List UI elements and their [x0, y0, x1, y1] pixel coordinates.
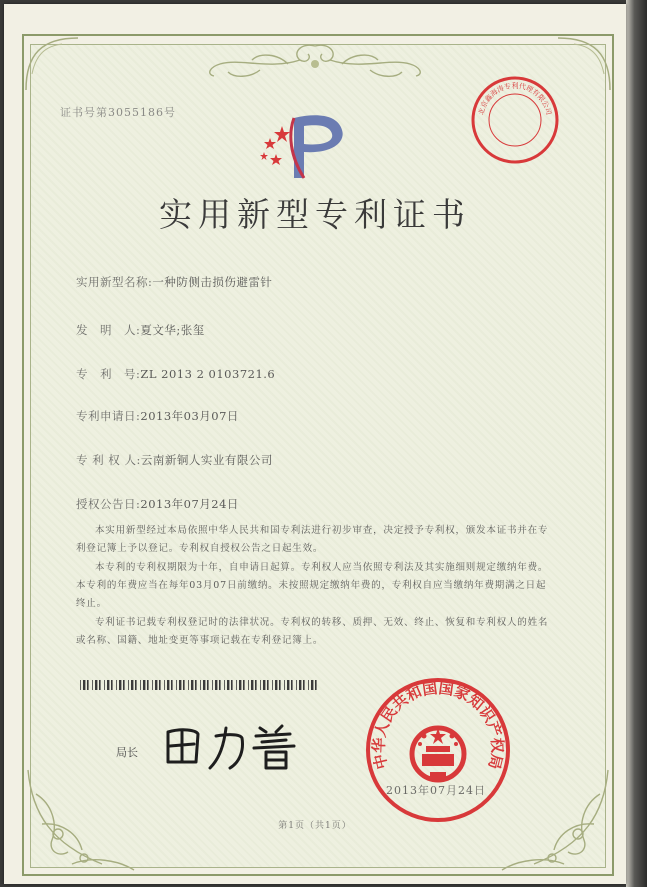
- certificate-title: 实用新型专利证书: [159, 195, 471, 234]
- agency-seal-text: 北京鑫海涛专利代理有限公司: [477, 82, 553, 116]
- barcode-bar: [143, 680, 145, 690]
- field-label: 实用新型名称:: [76, 275, 153, 289]
- national-emblem-icon: [412, 728, 464, 780]
- field-value: 2013年03月07日: [140, 409, 239, 423]
- barcode-bar: [284, 680, 285, 690]
- barcode-bar: [296, 680, 297, 690]
- barcode-bar: [260, 680, 261, 690]
- field-value: ZL 2013 2 0103721.6: [140, 367, 276, 381]
- barcode-bar: [272, 680, 273, 690]
- barcode-bar: [152, 680, 153, 690]
- paragraph-term: 本专利的专利权期限为十年，自申请日起算。专利权人应当依照专利法及其实施细则规定缴纳年费。本专利的年费应当在每年03月07日前缴纳。未按照规定缴纳年费的，专利权自应当缴纳年费期满之日起终止。: [76, 562, 549, 609]
- barcode-bar: [303, 680, 305, 690]
- barcode-bar: [200, 680, 201, 690]
- corner-ornament-top-left: [22, 34, 82, 94]
- barcode-bar: [315, 680, 317, 690]
- page-edge: [626, 0, 647, 887]
- barcode-bar: [179, 680, 181, 690]
- barcode-bar: [95, 680, 97, 690]
- barcode-bar: [111, 680, 113, 690]
- top-ornament: [200, 40, 430, 82]
- barcode: [80, 680, 320, 690]
- paragraph-register: 专利证书记载专利权登记时的法律状况。专利权的转移、质押、无效、终止、恢复和专利权人的姓名或名称、国籍、地址变更等事项记载在专利登记簿上。: [76, 617, 549, 646]
- barcode-bar: [116, 680, 117, 690]
- barcode-bar: [119, 680, 121, 690]
- field-patentee: [76, 452, 273, 468]
- barcode-bar: [99, 680, 101, 690]
- certificate-number: 证书号第3055186号: [60, 106, 176, 119]
- page-number: 第1页（共1页）: [278, 821, 352, 831]
- field-label: 专利申请日:: [76, 409, 141, 423]
- barcode-bar: [87, 680, 89, 690]
- barcode-bar: [299, 680, 301, 690]
- barcode-bar: [275, 680, 277, 690]
- corner-ornament-top-right: [554, 34, 614, 94]
- barcode-bar: [219, 680, 221, 690]
- chief-label: 局长: [116, 746, 138, 759]
- field-label: 专 利 权 人:: [76, 453, 141, 467]
- barcode-bar: [287, 680, 289, 690]
- barcode-bar: [176, 680, 177, 690]
- barcode-bar: [140, 680, 141, 690]
- barcode-bar: [243, 680, 245, 690]
- barcode-bar: [212, 680, 213, 690]
- barcode-bar: [203, 680, 205, 690]
- field-grant-date: [76, 496, 239, 512]
- barcode-bar: [104, 680, 105, 690]
- barcode-bar: [80, 680, 81, 690]
- official-seal: [364, 676, 512, 824]
- field-label: 授权公告日:: [76, 497, 141, 511]
- barcode-bar: [128, 680, 129, 690]
- barcode-bar: [311, 680, 313, 690]
- barcode-bar: [231, 680, 233, 690]
- barcode-bar: [191, 680, 193, 690]
- barcode-bar: [155, 680, 157, 690]
- field-label: 专 利 号:: [76, 367, 141, 381]
- official-seal-text: 中华人民共和国国家知识产权局: [369, 679, 507, 772]
- barcode-bar: [215, 680, 217, 690]
- barcode-bar: [123, 680, 125, 690]
- field-value: 2013年07月24日: [140, 497, 239, 511]
- barcode-bar: [107, 680, 109, 690]
- field-value: 夏文华;张玺: [140, 323, 205, 337]
- barcode-bar: [147, 680, 149, 690]
- barcode-bar: [135, 680, 137, 690]
- barcode-bar: [83, 680, 85, 690]
- barcode-bar: [267, 680, 269, 690]
- barcode-bar: [131, 680, 133, 690]
- barcode-bar: [251, 680, 253, 690]
- field-utility-model-name: [76, 274, 272, 290]
- barcode-bar: [195, 680, 197, 690]
- field-value: 云南新铜人实业有限公司: [140, 453, 273, 467]
- barcode-bar: [263, 680, 265, 690]
- barcode-bar: [159, 680, 161, 690]
- barcode-bar: [171, 680, 173, 690]
- barcode-bar: [164, 680, 165, 690]
- barcode-bar: [188, 680, 189, 690]
- certificate-sheet: [4, 4, 626, 884]
- barcode-bar: [207, 680, 209, 690]
- barcode-bar: [183, 680, 185, 690]
- barcode-bar: [239, 680, 241, 690]
- barcode-bar: [92, 680, 93, 690]
- barcode-bar: [236, 680, 237, 690]
- field-application-date: [76, 408, 239, 424]
- signature-image: [162, 718, 302, 774]
- barcode-bar: [167, 680, 169, 690]
- field-label: 发 明 人:: [76, 323, 141, 337]
- barcode-bar: [227, 680, 229, 690]
- barcode-bar: [248, 680, 249, 690]
- patent-office-logo-icon: [254, 104, 354, 184]
- barcode-bar: [308, 680, 309, 690]
- barcode-bar: [279, 680, 281, 690]
- field-inventor: [76, 322, 205, 338]
- paragraph-grant: 本实用新型经过本局依照中华人民共和国专利法进行初步审查，决定授予专利权，颁发本证书并在专利登记簿上予以登记。专利权自授权公告之日起生效。: [76, 525, 549, 554]
- barcode-bar: [255, 680, 257, 690]
- field-value: 一种防侧击损伤避雷针: [152, 275, 273, 289]
- field-patent-number: [76, 366, 275, 382]
- agency-seal: [469, 74, 561, 166]
- barcode-bar: [224, 680, 225, 690]
- barcode-bar: [291, 680, 293, 690]
- issue-date: 2013年07月24日: [386, 784, 486, 797]
